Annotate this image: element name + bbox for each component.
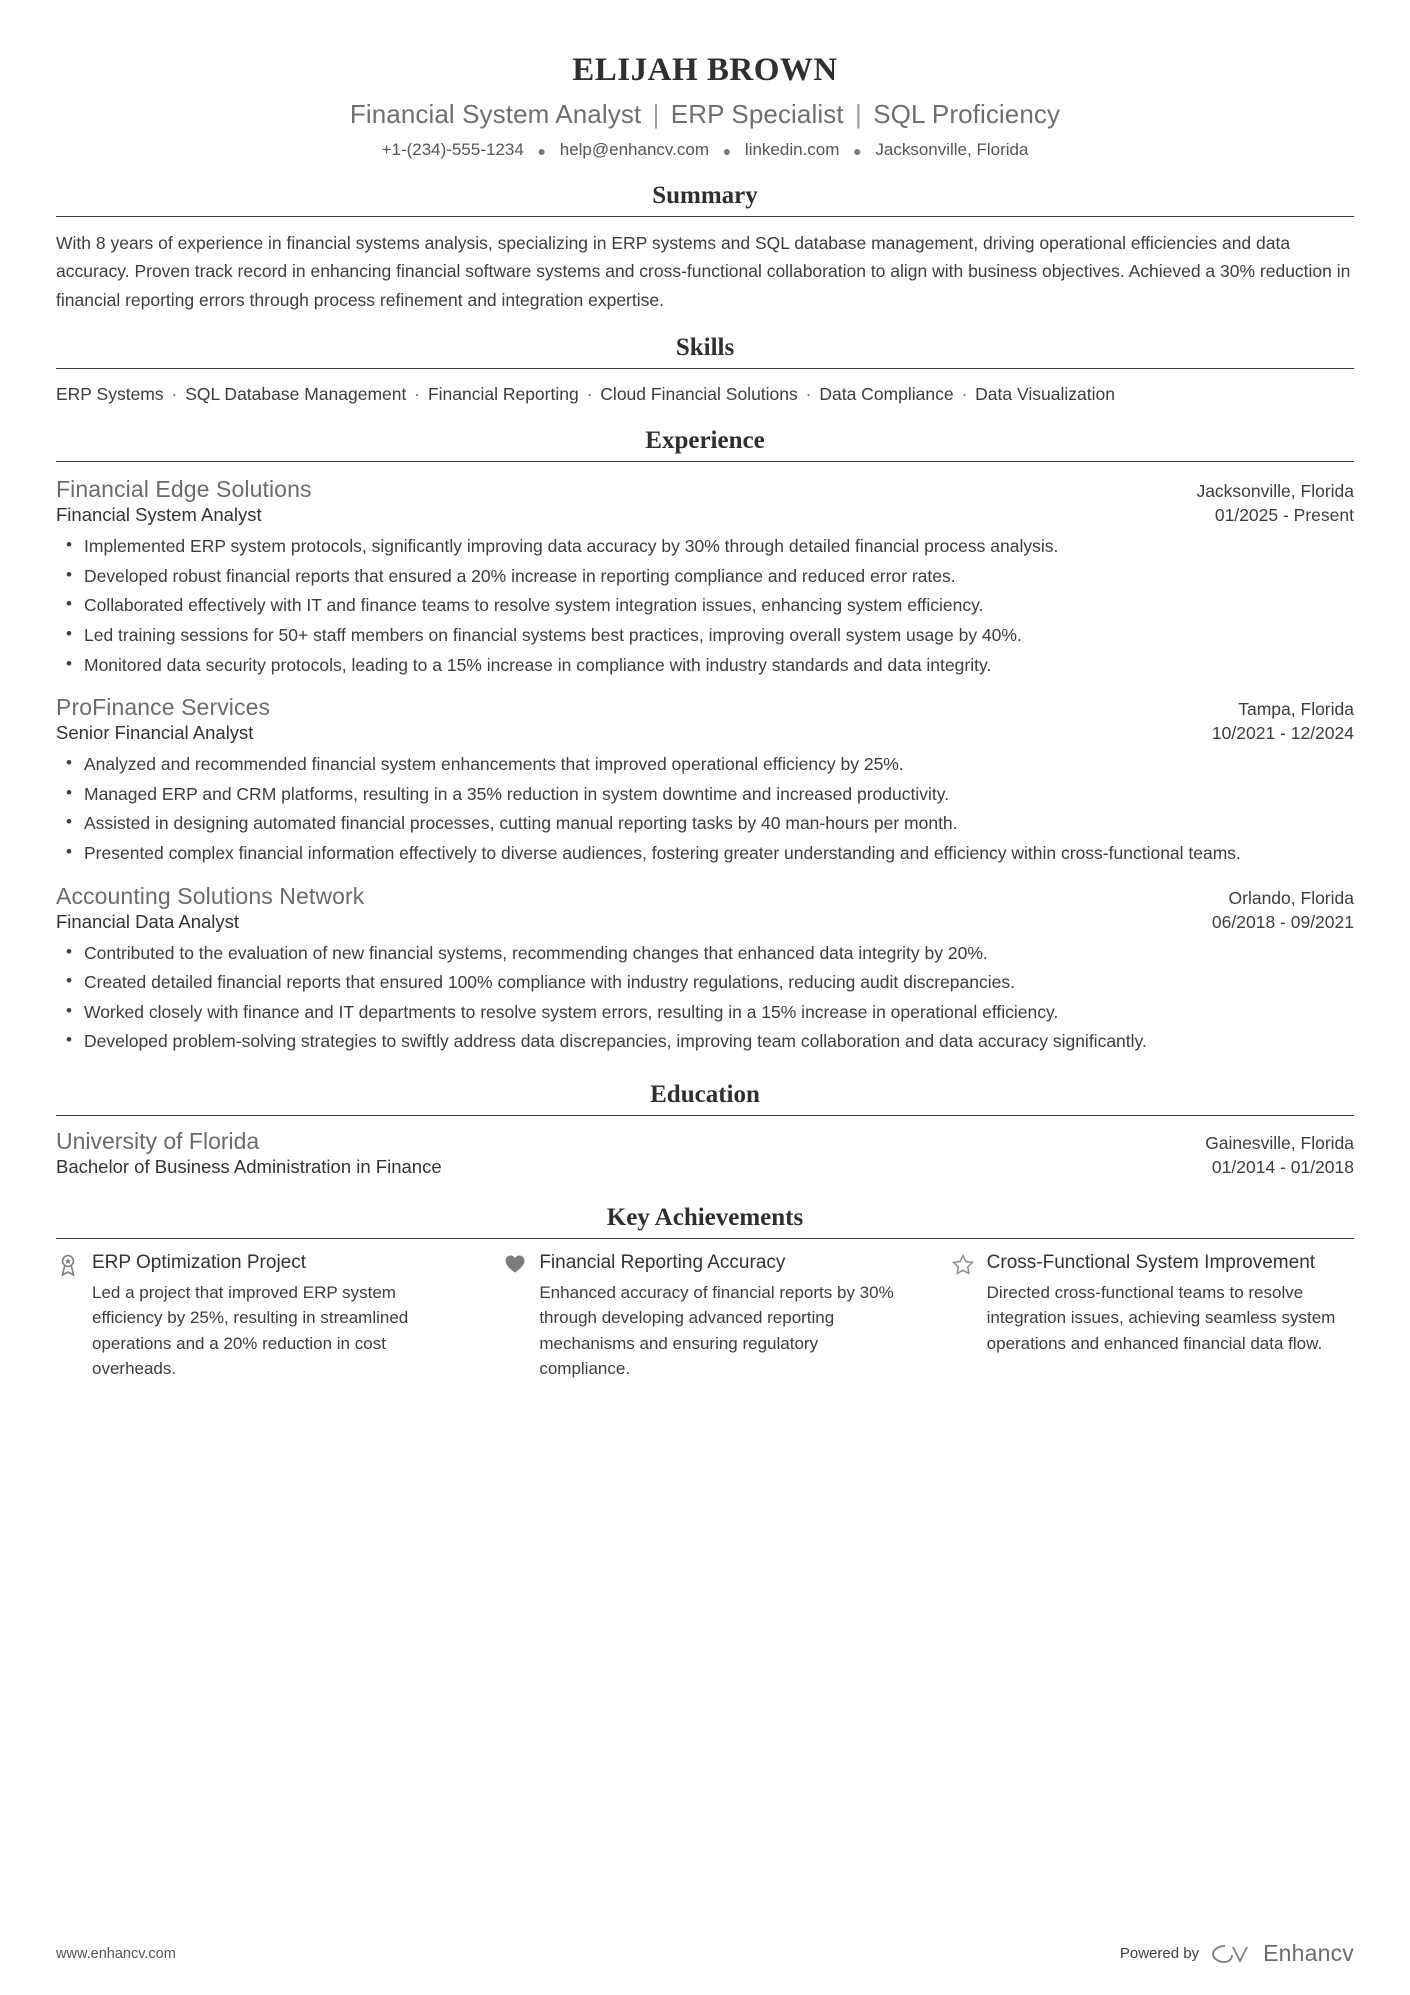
candidate-name: ELIJAH BROWN: [572, 52, 838, 88]
skill-item: Data Visualization: [975, 384, 1115, 405]
section-rule: [56, 461, 1354, 462]
job-bullet: • Analyzed and recommended financial system enhancements that improved operational efficiency by 25%.: [82, 751, 1354, 778]
heart-icon: [503, 1251, 527, 1279]
contact-separator-icon: ●: [537, 142, 546, 159]
job-dates: 06/2018 - 09/2021: [1211, 911, 1354, 932]
job-location: Jacksonville, Florida: [1196, 481, 1354, 502]
skill-item: Data Compliance: [819, 384, 954, 405]
education-school: University of Florida: [56, 1128, 260, 1154]
skills-list: [56, 381, 1354, 407]
section-title-experience: Experience: [645, 427, 765, 455]
skill-item: Financial Reporting: [427, 384, 579, 405]
job-company: Accounting Solutions Network: [56, 882, 365, 909]
enhancv-mark-icon: [1209, 1941, 1255, 1967]
job-bullet: • Led training sessions for 50+ staff members on financial systems best practices, improving overall system usage by 40%.: [82, 622, 1354, 649]
job-bullet: • Assisted in designing automated financial processes, cutting manual reporting tasks by 40 man-hours per month.: [82, 810, 1354, 837]
education-degree: Bachelor of Business Administration in Finance: [56, 1156, 442, 1177]
job-bullets: [56, 533, 1354, 678]
skill-item: Cloud Financial Solutions: [600, 384, 798, 405]
achievement-item: [503, 1251, 906, 1382]
headline-part-3: SQL Proficiency: [873, 99, 1061, 129]
job-bullet: • Presented complex financial information effectively to diverse audiences, fostering greater understanding and efficiency within cross-functional teams.: [82, 840, 1354, 867]
contact-separator-icon: ●: [853, 142, 862, 159]
section-rule: [56, 1238, 1354, 1239]
education-location: Gainesville, Florida: [1205, 1133, 1354, 1153]
job-bullet: • Managed ERP and CRM platforms, resulting in a 35% reduction in system downtime and increased productivity.: [82, 781, 1354, 808]
contact-linkedin[interactable]: linkedin.com: [744, 140, 840, 159]
section-rule: [56, 368, 1354, 369]
section-rule: [56, 1115, 1354, 1116]
skill-separator: ·: [586, 384, 593, 405]
job-dates: 10/2021 - 12/2024: [1211, 723, 1354, 744]
job-bullet: • Developed problem-solving strategies to swiftly address data discrepancies, improving team collaboration and data accuracy significantly.: [82, 1028, 1354, 1055]
experience-entry: [56, 476, 1354, 678]
footer-website-url[interactable]: www.enhancv.com: [56, 1945, 176, 1962]
skill-separator: ·: [805, 384, 812, 405]
summary-text: With 8 years of experience in financial systems analysis, specializing in ERP systems and SQL database management, driving operational efficiencies and data accuracy. Proven track record in enhancing financial software systems and cross-functional collaboration to align with business objectives. Achieved a 30% reduction in financial reporting errors through process refinement and integration expertise.: [56, 233, 1351, 310]
achievements-grid: [56, 1251, 1354, 1382]
skill-separator: ·: [961, 384, 968, 405]
job-bullets: [56, 940, 1354, 1055]
experience-entry: [56, 883, 1354, 1055]
skill-separator: ·: [171, 384, 178, 405]
section-rule: [56, 216, 1354, 217]
section-skills: [56, 334, 1354, 407]
achievement-title: Cross-Functional System Improvement: [986, 1252, 1316, 1273]
achievement-description: Led a project that improved ERP system efficiency by 25%, resulting in streamlined operations and a 20% reduction in cost overheads.: [92, 1282, 409, 1379]
section-title-key-achievements: Key Achievements: [606, 1204, 804, 1231]
section-experience: [56, 427, 1354, 1055]
section-education: [56, 1081, 1354, 1178]
section-summary: [56, 182, 1354, 314]
job-location: Orlando, Florida: [1228, 887, 1354, 908]
star-icon: [951, 1251, 975, 1280]
section-key-achievements: [56, 1204, 1354, 1382]
skill-item: SQL Database Management: [185, 384, 407, 405]
footer-powered-by-label: Powered by: [1119, 1945, 1200, 1962]
achievement-title: ERP Optimization Project: [92, 1252, 307, 1273]
contact-phone: +1-(234)-555-1234: [381, 140, 524, 159]
contact-email[interactable]: help@enhancv.com: [559, 140, 709, 159]
job-role: Financial Data Analyst: [56, 910, 240, 932]
section-title-skills: Skills: [675, 334, 735, 362]
headline-part-2: ERP Specialist: [670, 99, 844, 129]
achievement-title: Financial Reporting Accuracy: [539, 1252, 786, 1273]
job-role: Financial System Analyst: [56, 504, 262, 526]
headline-part-1: Financial System Analyst: [349, 99, 642, 129]
job-bullet: • Collaborated effectively with IT and finance teams to resolve system integration issues, enhancing system efficiency.: [82, 592, 1354, 619]
skill-item: ERP Systems: [56, 384, 164, 405]
job-location: Tampa, Florida: [1238, 699, 1354, 720]
achievement-description: Directed cross-functional teams to resolve integration issues, achieving seamless system operations and enhanced financial data flow.: [986, 1282, 1336, 1353]
education-dates: 01/2014 - 01/2018: [1211, 1157, 1354, 1177]
contact-line: [56, 140, 1354, 160]
section-title-education: Education: [650, 1081, 760, 1108]
job-bullet: • Implemented ERP system protocols, significantly improving data accuracy by 30% through detailed financial process analysis.: [82, 533, 1354, 560]
award-medal-icon: [56, 1251, 80, 1281]
resume-header: [56, 52, 1354, 160]
contact-separator-icon: ●: [722, 142, 732, 159]
job-bullet: • Developed robust financial reports that ensured a 20% increase in reporting compliance and reduced error rates.: [82, 563, 1354, 590]
job-bullet: • Worked closely with finance and IT departments to resolve system errors, resulting in a 15% increase in operational efficiency.: [82, 999, 1354, 1026]
job-role: Senior Financial Analyst: [56, 722, 254, 744]
achievement-item: [951, 1251, 1354, 1382]
job-bullet: • Created detailed financial reports that ensured 100% compliance with industry regulations, reducing audit discrepancies.: [82, 969, 1354, 996]
contact-location: Jacksonville, Florida: [875, 140, 1029, 159]
page-footer: [56, 1940, 1354, 1967]
job-company: Financial Edge Solutions: [56, 476, 312, 503]
enhancv-brand-name: Enhancv: [1263, 1940, 1354, 1966]
job-dates: 01/2025 - Present: [1214, 505, 1354, 526]
achievement-description: Enhanced accuracy of financial reports by 30% through developing advanced reporting mechanisms and ensuring regulatory compliance.: [539, 1282, 894, 1379]
achievement-item: [56, 1251, 459, 1382]
headline-divider-2: |: [855, 99, 862, 129]
job-bullet: • Monitored data security protocols, leading to a 15% increase in compliance with industry standards and data integrity.: [82, 652, 1354, 679]
section-title-summary: Summary: [652, 182, 758, 209]
enhancv-logo: [1209, 1940, 1354, 1967]
education-entry: [56, 1128, 1354, 1178]
experience-entry: [56, 694, 1354, 866]
job-bullets: [56, 751, 1354, 866]
candidate-headline: [56, 99, 1354, 130]
skill-separator: ·: [414, 384, 421, 405]
headline-divider-1: |: [652, 99, 660, 129]
job-company: ProFinance Services: [56, 694, 271, 721]
job-bullet: • Contributed to the evaluation of new financial systems, recommending changes that enhanced data integrity by 20%.: [82, 940, 1354, 967]
